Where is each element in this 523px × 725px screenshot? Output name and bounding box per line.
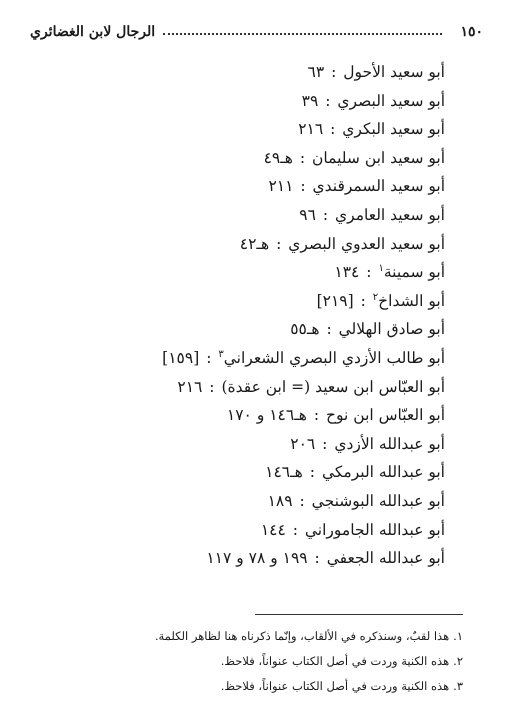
entry-name: أبو عبدالله البرمكي (321, 463, 445, 482)
entry-reference: هـ٤٩ (263, 148, 293, 167)
entry-separator: : (317, 205, 334, 224)
entry-reference: ٢١٦ (177, 377, 203, 396)
index-entry (30, 144, 445, 173)
entry-reference: ١٩٩ و ٧٨ و ١١٧ (206, 549, 308, 568)
entry-name: أبو عبدالله الجعفي (326, 549, 445, 568)
entry-name: أبو سمينة (383, 263, 445, 282)
entry-name: أبو الشداخ (378, 291, 445, 310)
index-entry (30, 115, 445, 144)
index-entry (30, 458, 445, 487)
footnote-text: هذه الكنية وردت في أصل الكتاب عنواناً، فلاحظ. (220, 654, 450, 668)
entry-separator: : (294, 491, 310, 510)
footnote-item (30, 649, 463, 674)
index-entry (30, 544, 445, 573)
index-entry (30, 58, 445, 87)
footnote-number: ٢. (453, 654, 463, 668)
index-entry (30, 87, 445, 116)
entry-reference: هـ١٤٦ (265, 463, 303, 482)
footnote-separator-rule (255, 614, 463, 615)
entry-footnote-marker: ٣ (218, 348, 224, 360)
index-entry (30, 287, 445, 316)
entry-separator: : (355, 291, 371, 310)
entry-separator: : (201, 348, 217, 367)
running-title: الرجال لابن الغضائري (30, 24, 156, 40)
entry-separator: : (309, 549, 325, 568)
entry-name: أبو العبّاس ابن نوح (326, 406, 445, 425)
entry-footnote-marker: ٢ (372, 291, 379, 303)
entry-name: أبو سعيد الأحول (343, 63, 445, 81)
index-entry (30, 201, 445, 230)
entry-name: أبو سعيد البكري (342, 120, 445, 139)
entry-reference: [١٥٩] (162, 348, 200, 367)
index-entry (30, 230, 445, 259)
index-entry (30, 487, 445, 516)
entry-separator: : (320, 91, 336, 110)
entry-separator: : (321, 320, 337, 339)
entry-separator: : (287, 520, 303, 539)
footnote-text: هذا لقبٌ، وسنذكره في الألقاب، وإنّما ذكرناه هنا لظاهر الكلمة. (154, 629, 450, 643)
index-entry (30, 516, 445, 545)
entry-name: أبو عبدالله البوشنجي (311, 491, 445, 510)
entry-reference: ٢١٦ (298, 120, 324, 139)
header-dotted-leader (163, 33, 442, 35)
footnote-number: ١. (453, 629, 463, 643)
entry-name: أبو طالب الأزدي البصري الشعراني (223, 348, 445, 367)
entry-separator: : (294, 148, 311, 167)
index-entry (30, 172, 445, 201)
footnote-number: ٣. (453, 679, 463, 693)
index-entry (30, 373, 445, 402)
entry-reference: ٢٠٦ (290, 434, 316, 453)
entry-separator: : (204, 377, 220, 396)
entry-reference: [٢١٩] (316, 291, 354, 310)
index-entry (30, 430, 445, 459)
entry-name: أبو عبدالله الأزدي (334, 434, 445, 453)
entry-reference: ١٣٤ (334, 263, 360, 282)
entry-reference: هـ١٤٦ و ١٧٠ (226, 406, 307, 425)
entry-name: أبو العبّاس ابن سعيد (= ابن عقدة) (221, 377, 445, 396)
entry-reference: هـ٤٢ (239, 234, 270, 253)
footnote-item (30, 674, 463, 699)
entry-name: أبو سعيد ابن سليمان (312, 148, 445, 167)
entry-separator: : (308, 406, 325, 425)
entry-reference: ٩٦ (299, 205, 316, 224)
entry-reference: ١٨٩ (267, 491, 293, 510)
entry-name: أبو سعيد العامري (335, 205, 445, 224)
entry-separator: : (271, 234, 287, 253)
entry-reference: ٦٣ (307, 63, 325, 81)
entry-name: أبو سعيد السمرقندي (312, 177, 445, 196)
entry-separator: : (317, 434, 333, 453)
index-entries (30, 58, 445, 573)
entry-name: أبو عبدالله الجاموراني (304, 520, 445, 539)
entry-name: أبو صادق الهلالي (338, 320, 445, 339)
entry-reference: هـ٥٥ (290, 320, 320, 339)
entry-reference: ٢١١ (268, 177, 294, 196)
entry-name: أبو سعيد البصري (337, 91, 445, 110)
index-entry (30, 344, 445, 373)
entry-separator: : (304, 463, 320, 482)
page-number: ١٥٠ (460, 24, 483, 40)
entry-separator: : (325, 120, 341, 139)
footnote-item (30, 624, 463, 649)
entry-separator: : (295, 177, 311, 196)
page-header (30, 20, 483, 44)
footnotes (30, 624, 463, 699)
footnote-text: هذه الكنية وردت في أصل الكتاب عنواناً، فلاحظ. (220, 679, 450, 693)
entry-name: أبو سعيد العدوي البصري (288, 234, 445, 253)
index-entry (30, 315, 445, 344)
index-entry (30, 401, 445, 430)
entry-separator: : (361, 263, 377, 282)
entry-reference: ٣٩ (301, 91, 319, 110)
entry-reference: ١٤٤ (260, 520, 286, 539)
entry-separator: : (326, 63, 342, 81)
index-entry (30, 258, 445, 287)
entry-footnote-marker: ١ (378, 263, 384, 274)
